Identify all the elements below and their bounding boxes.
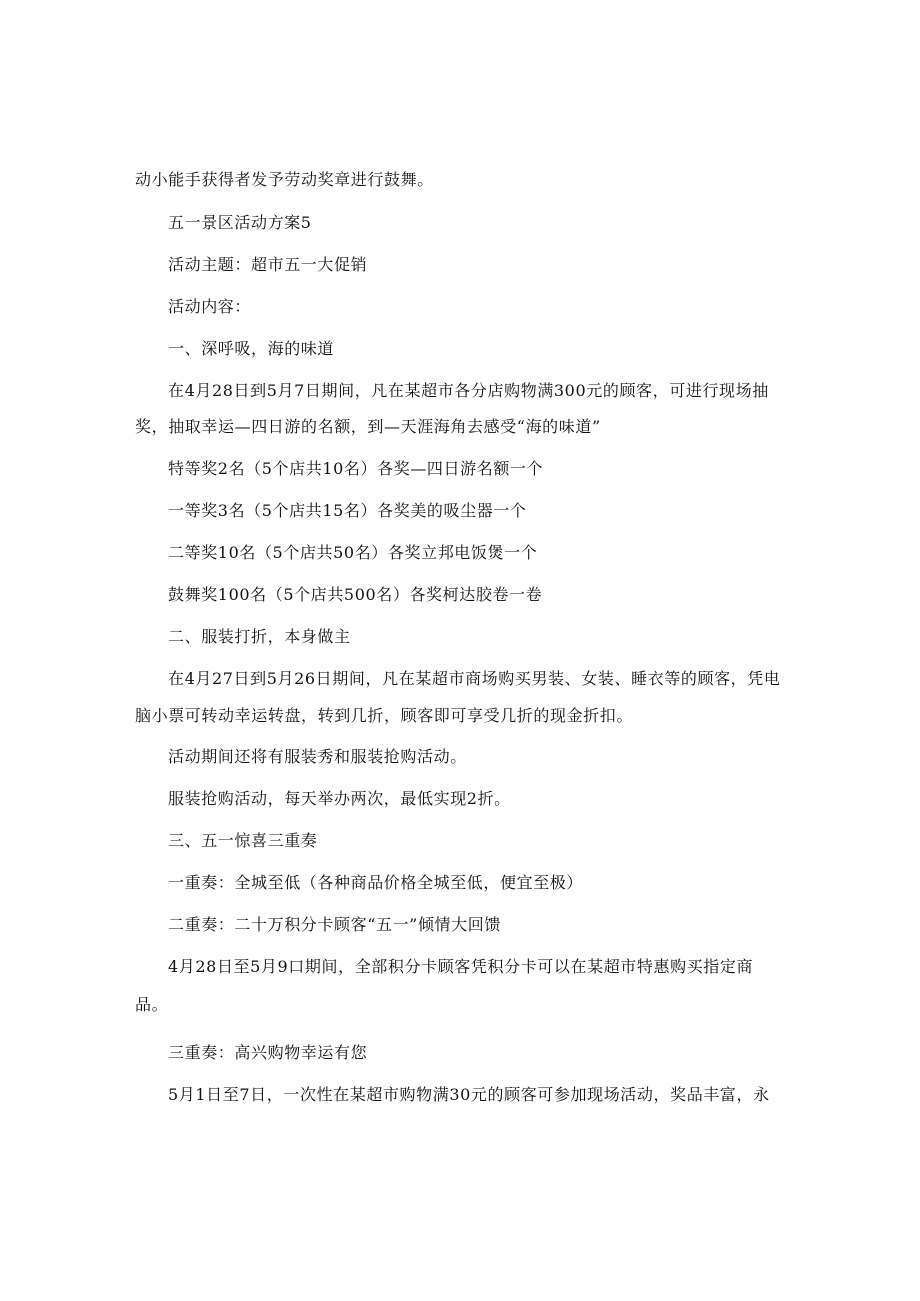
text-line: 一等奖3名（5个店共15名）各奖美的吸尘器一个: [168, 501, 527, 520]
text-line: 特等奖2名（5个店共10名）各奖—四日游名额一个: [168, 459, 544, 478]
text-line: 在4月28日到5月7日期间，凡在某超市各分店购物满300元的顾客，可进行现场抽: [168, 381, 769, 400]
text-line: 二重奏：二十万积分卡顾客“五一”倾情大回馈: [168, 915, 501, 934]
text-line: 活动期间还将有服装秀和服装抢购活动。: [168, 747, 467, 766]
text-line: 奖，抽取幸运—四日游的名额，到—天涯海角去感受“海的味道”: [135, 417, 601, 436]
text-line: 鼓舞奖100名（5个店共500名）各奖柯达胶卷一卷: [168, 585, 543, 604]
section-heading: 二、服装打折，本身做主: [168, 627, 351, 646]
text-line: 服装抢购活动，每天举办两次，最低实现2折。: [168, 789, 511, 808]
text-line: 5月1日至7日，一次性在某超市购物满30元的顾客可参加现场活动，奖品丰富，永: [168, 1085, 770, 1104]
text-line: 活动主题：超市五一大促销: [168, 255, 368, 274]
section-heading: 三、五一惊喜三重奏: [168, 831, 318, 850]
section-heading: 一、深呼吸，海的味道: [168, 339, 335, 358]
text-line: 在4月27日到5月26日期间，凡在某超市商场购买男装、女装、睡衣等的顾客，凭电: [168, 669, 781, 688]
text-line: 动小能手获得者发予劳动奖章进行鼓舞。: [135, 170, 434, 189]
text-line: 脑小票可转动幸运转盘，转到几折，顾客即可享受几折的现金折扣。: [135, 706, 634, 725]
text-line: 4月28日至5月9口期间，全部积分卡顾客凭积分卡可以在某超市特惠购买指定商: [168, 957, 754, 976]
text-line: 一重奏：全城至低（各种商品价格全城至低，便宜至极）: [168, 873, 584, 892]
text-line: 三重奏：高兴购物幸运有您: [168, 1043, 368, 1062]
text-line: 活动内容：: [168, 297, 252, 316]
text-line: 二等奖10名（5个店共50名）各奖立邦电饭煲一个: [168, 543, 538, 562]
section-title: 五一景区活动方案5: [168, 213, 312, 232]
text-line: 品。: [135, 995, 169, 1014]
